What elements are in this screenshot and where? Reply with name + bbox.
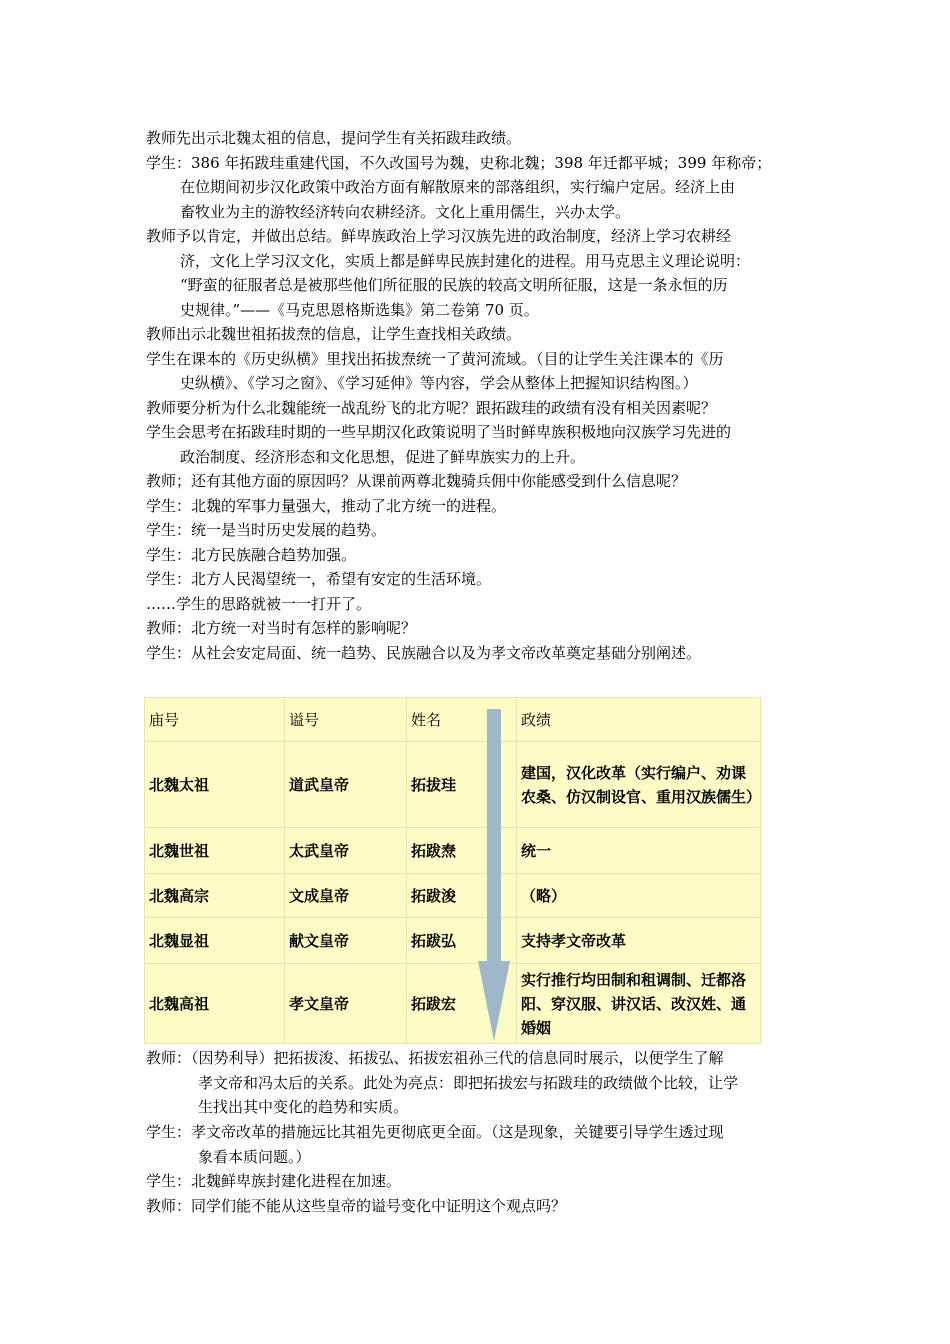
text-line: 史规律。”——《马克思恩格斯选集》第二卷第 70 页。 (180, 300, 539, 319)
temple-name-cell: 北魏高祖 (145, 964, 285, 1044)
text-line: 在位期间初步汉化政策中政治方面有解散原来的部落组织，实行编户定居。经济上由 (180, 178, 736, 196)
text-line: 教师；还有其他方面的原因吗？从课前两尊北魏骑兵佣中你能感受到什么信息呢？ (146, 472, 687, 490)
paragraph (146, 1194, 826, 1219)
text-line: 教师：（因势利导）把拓拔浚、拓拔弘、拓拔宏祖孙三代的信息同时展示，以便学生了解 (146, 1049, 724, 1067)
table-row (145, 828, 761, 874)
personal-name-cell: 拓拔珪 (407, 742, 517, 828)
text-line: 教师要分析为什么北魏能统一战乱纷飞的北方呢？跟拓跋珪的政绩有没有相关因素呢？ (146, 398, 717, 417)
emperor-table (144, 697, 761, 1044)
paragraph (146, 126, 826, 151)
text-line: 教师：同学们能不能从这些皇帝的谥号变化中证明这个观点吗？ (146, 1196, 567, 1215)
temple-name-cell: 北魏显祖 (145, 918, 285, 964)
text-line: 教师：北方统一对当时有怎样的影响呢？ (146, 619, 417, 637)
table-row (145, 742, 761, 828)
paragraph (146, 494, 826, 519)
paragraph (146, 641, 826, 666)
text-line: 史纵横》、《学习之窗》、《学习延伸》等内容，学会从整体上把握知识结构图。） (180, 374, 698, 392)
text-line: 教师予以肯定，并做出总结。鲜卑族政治上学习汉族先进的政治制度，经济上学习农耕经 (146, 227, 732, 245)
paragraph (146, 1169, 826, 1194)
text-line: 学生：从社会安定局面、统一趋势、民族融合以及为孝文帝改革奠定基础分别阐述。 (146, 643, 702, 662)
column-header: 姓名 (407, 698, 517, 742)
column-header: 庙号 (145, 698, 285, 742)
paragraph (146, 518, 826, 543)
text-line: 学生在课本的《历史纵横》里找出拓拔焘统一了黄河流域。（目的让学生关注课本的《历 (146, 349, 724, 368)
personal-name-cell: 拓跋浚 (407, 874, 517, 918)
text-line: 生找出其中变化的趋势和实质。 (198, 1098, 409, 1116)
text-line: 学生：386 年拓跋珪重建代国，不久改国号为魏，史称北魏；398 年迁都平城；399 年称帝； (146, 153, 772, 172)
posthumous-name-cell: 文成皇帝 (285, 874, 407, 918)
temple-name-cell: 北魏世祖 (145, 828, 285, 874)
text-line: 学生：北魏鲜卑族封建化进程在加速。 (146, 1172, 402, 1190)
achievements-cell: 支持孝文帝改革 (517, 918, 761, 964)
paragraph (146, 592, 826, 617)
paragraph (146, 420, 826, 469)
paragraph (146, 616, 826, 641)
text-line: 教师出示北魏世祖拓拔焘的信息，让学生查找相关政绩。 (146, 325, 522, 343)
text-line: ……学生的思路就被一一打开了。 (146, 594, 372, 613)
temple-name-cell: 北魏太祖 (145, 742, 285, 828)
text-line: 济，文化上学习汉文化，实质上都是鲜卑民族封建化的进程。用马克思主义理论说明： (180, 251, 751, 270)
table-row (145, 874, 761, 918)
text-line: 象看本质问题。） (198, 1147, 311, 1166)
text-line: 学生：孝文帝改革的措施远比其祖先更彻底更全面。（这是现象，关键要引导学生透过现 (146, 1123, 724, 1141)
paragraph (146, 469, 826, 494)
paragraph (146, 322, 826, 347)
text-line: “野蛮的征服者总是被那些他们所征服的民族的较高文明所征服，这是一条永恒的历 (180, 276, 728, 294)
paragraph (146, 347, 826, 396)
text-line: 学生会思考在拓跋珪时期的一些早期汉化政策说明了当时鲜卑族积极地向汉族学习先进的 (146, 423, 732, 441)
paragraph (146, 1120, 826, 1169)
personal-name-cell: 拓跋弘 (407, 918, 517, 964)
paragraph (146, 224, 826, 322)
posthumous-name-cell: 孝文皇帝 (285, 964, 407, 1044)
text-line: 孝文帝和冯太后的关系。此处为亮点：即把拓拔宏与拓跋珪的政绩做个比较，让学 (198, 1073, 739, 1092)
posthumous-name-cell: 太武皇帝 (285, 828, 407, 874)
personal-name-cell: 拓跋焘 (407, 828, 517, 874)
text-line: 学生：北方民族融合趋势加强。 (146, 545, 357, 564)
posthumous-name-cell: 道武皇帝 (285, 742, 407, 828)
achievements-cell: 统一 (517, 828, 761, 874)
personal-name-cell: 拓跋宏 (407, 964, 517, 1044)
posthumous-name-cell: 献文皇帝 (285, 918, 407, 964)
table-row (145, 964, 761, 1044)
paragraph (146, 396, 826, 421)
achievements-cell: 实行推行均田制和租调制、迁都洛阳、穿汉服、讲汉话、改汉姓、通婚姻 (517, 964, 761, 1044)
paragraph (146, 567, 826, 592)
table-row (145, 918, 761, 964)
text-line: 学生：统一是当时历史发展的趋势。 (146, 521, 387, 539)
text-line: 教师先出示北魏太祖的信息，提问学生有关拓跋珪政绩。 (146, 129, 522, 147)
temple-name-cell: 北魏高宗 (145, 874, 285, 918)
column-header: 谥号 (285, 698, 407, 742)
achievements-cell: 建国，汉化改革（实行编户、劝课农桑、仿汉制设官、重用汉族儒生） (517, 742, 761, 828)
paragraph (146, 1046, 826, 1120)
text-line: 学生：北方人民渴望统一，希望有安定的生活环境。 (146, 570, 492, 588)
table-header-row (145, 698, 761, 742)
paragraph (146, 543, 826, 568)
text-line: 畜牧业为主的游牧经济转向农耕经济。文化上重用儒生，兴办太学。 (180, 202, 631, 221)
emperor-table-container (144, 697, 762, 1043)
achievements-cell: （略） (517, 874, 761, 918)
column-header: 政绩 (517, 698, 761, 742)
paragraph (146, 151, 826, 225)
text-line: 学生：北魏的军事力量强大，推动了北方统一的进程。 (146, 496, 507, 515)
text-line: 政治制度、经济形态和文化思想，促进了鲜卑族实力的上升。 (180, 447, 586, 466)
